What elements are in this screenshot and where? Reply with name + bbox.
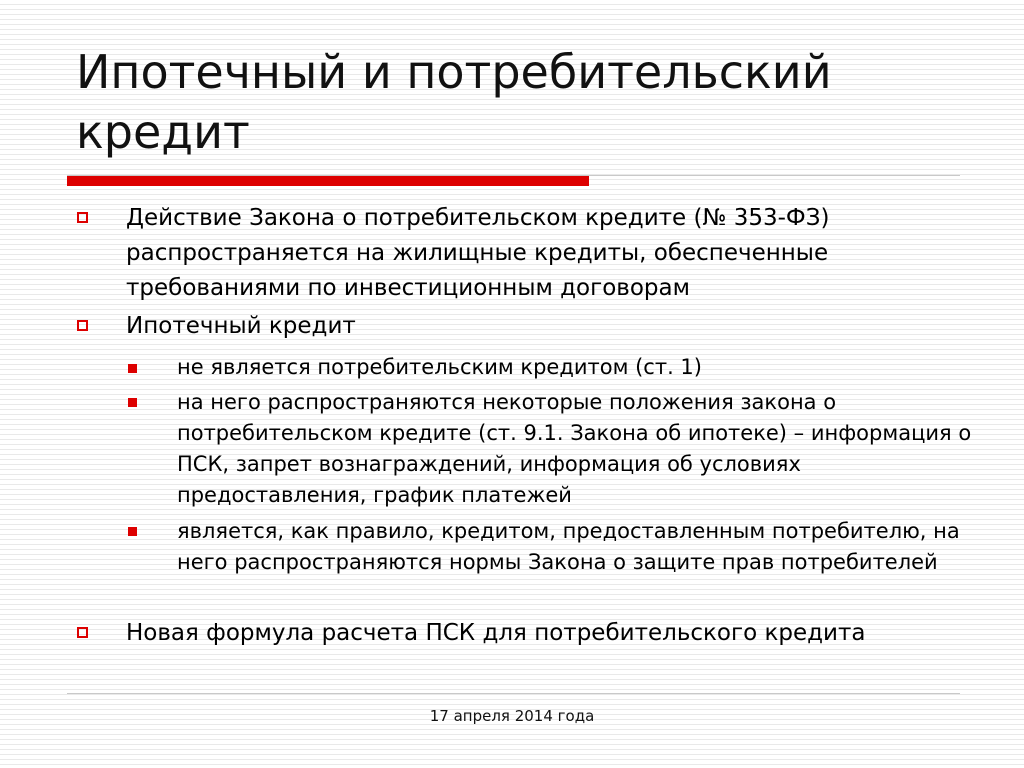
filled-square-bullet-icon	[128, 527, 137, 536]
hollow-square-bullet-icon	[77, 212, 88, 223]
subbullet-text: на него распространяются некоторые положения закона о потребительском кредите (ст. 9.1. Закона об ипотеке) – информация о ПСК, запрет вознаграждений, информация об условиях предоставления, график платежей	[177, 390, 972, 507]
footer-date: 17 апреля 2014 года	[429, 707, 595, 725]
slide-title: Ипотечный и потребительский кредит	[76, 45, 832, 159]
filled-square-bullet-icon	[128, 364, 137, 373]
hollow-square-bullet-icon	[77, 320, 88, 331]
subbullet-text: является, как правило, кредитом, предоставленным потребителю, на него распространяются нормы Закона о защите прав потребителей	[177, 519, 960, 574]
filled-square-bullet-icon	[128, 398, 137, 407]
title-accent-bar	[67, 176, 589, 186]
bullet-text: Новая формула расчета ПСК для потребительского кредита	[126, 620, 866, 646]
bullet-text: Действие Закона о потребительском кредите (№ 353-ФЗ) распространяется на жилищные кредиты, обеспеченные требованиями по инвестиционным договорам	[126, 205, 830, 301]
bullet-text: Ипотечный кредит	[126, 313, 356, 339]
subbullet-text: не является потребительским кредитом (ст. 1)	[177, 355, 702, 379]
hollow-square-bullet-icon	[77, 627, 88, 638]
footer-divider	[67, 693, 960, 694]
